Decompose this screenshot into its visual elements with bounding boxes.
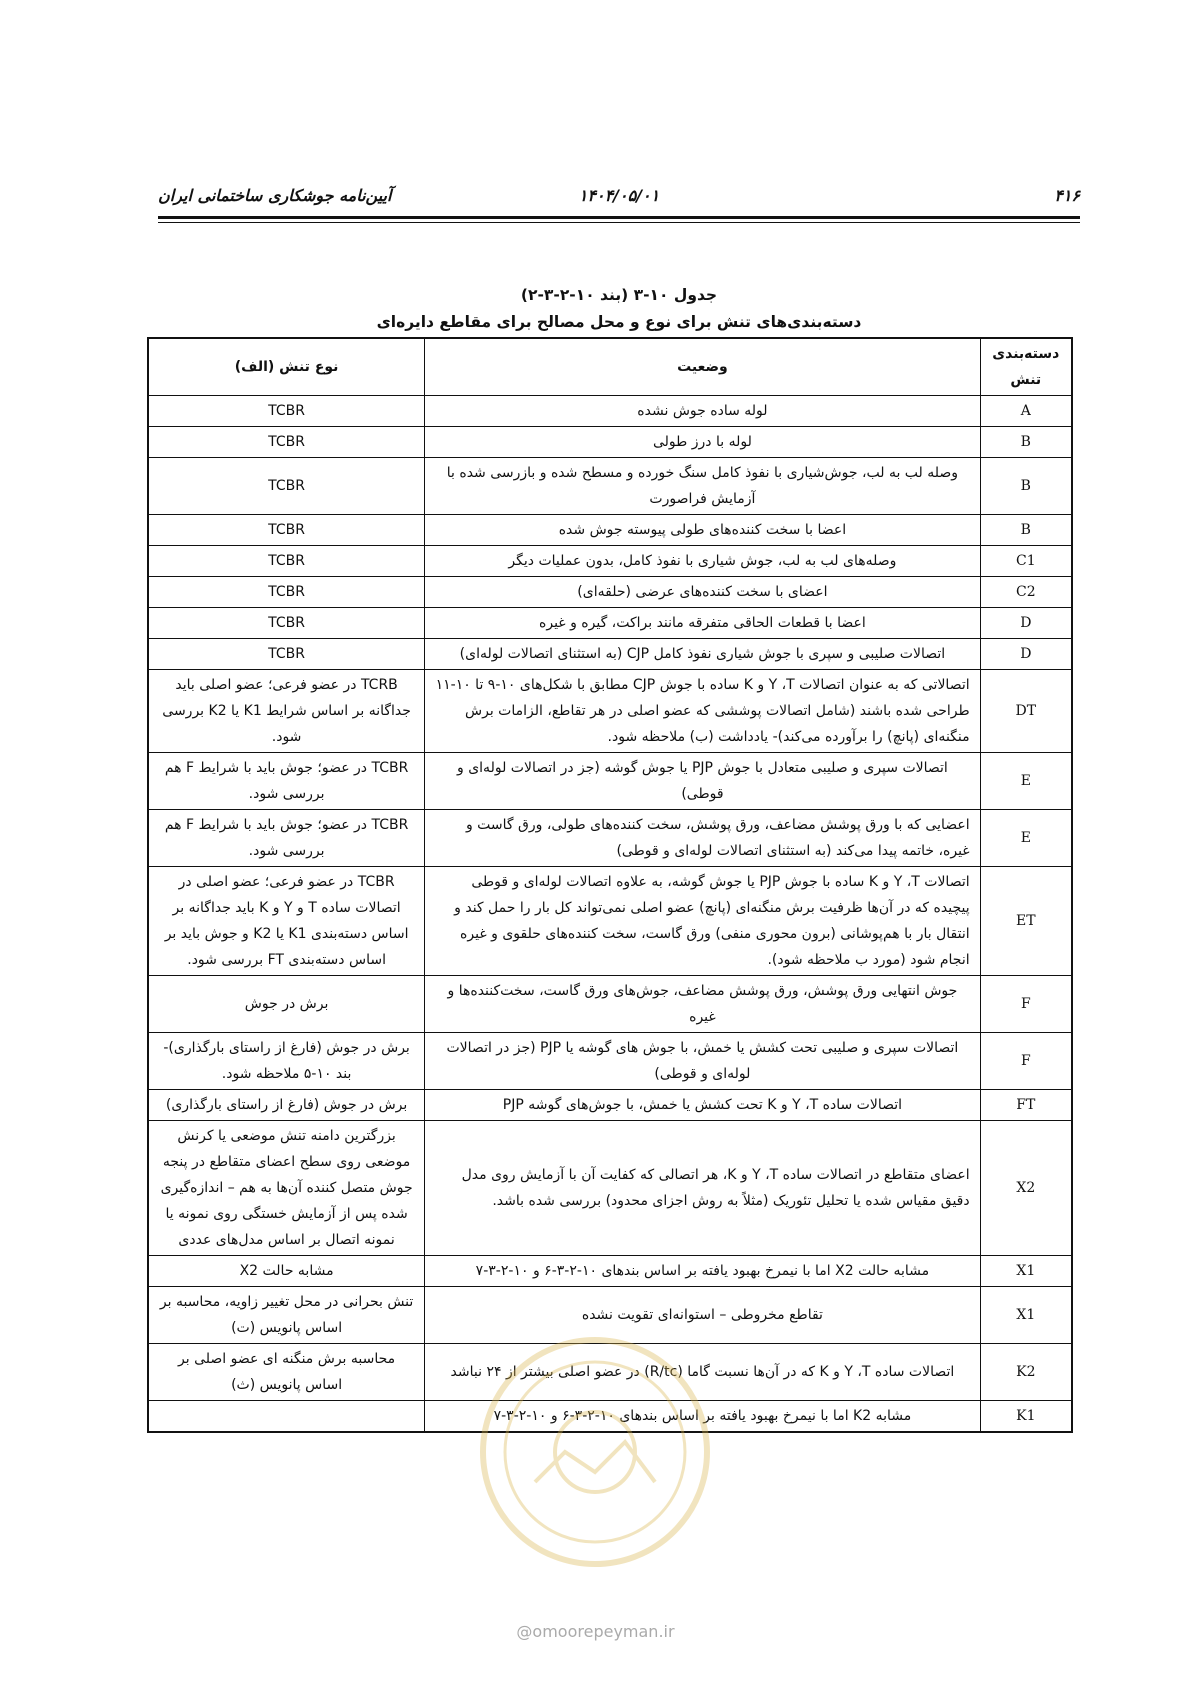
cell-category: K2	[980, 1344, 1072, 1401]
cell-situation: اتصالات ساده Y ،T و K که در آن‌ها نسبت گاما (R/tc) در عضو اصلی بیشتر از ۲۴ نباشد	[425, 1344, 980, 1401]
cell-category: F	[980, 976, 1072, 1033]
cell-situation: مشابه K2 اما با نیمرخ بهبود یافته بر اساس بندهای ۱۰-۲-۳-۶ و ۱۰-۲-۳-۷	[425, 1401, 980, 1433]
cell-category: E	[980, 753, 1072, 810]
cell-stress-type: بزرگترین دامنه تنش موضعی یا کرنش موضعی روی سطح اعضای متقاطع در پنجه جوش متصل کننده آن‌ها به هم – اندازه‌گیری شده پس از آزمایش خستگی روی نمونه یا نمونه اتصال بر اساس مدل‌های عددی	[148, 1121, 425, 1256]
cell-stress-type: TCRB در عضو فرعی؛ عضو اصلی باید جداگانه بر اساس شرایط K1 یا K2 بررسی شود.	[148, 670, 425, 753]
cell-category: DT	[980, 670, 1072, 753]
cell-stress-type: برش در جوش	[148, 976, 425, 1033]
cell-category: E	[980, 810, 1072, 867]
cell-situation: جوش انتهایی ورق پوشش، ورق پوشش مضاعف، جوش‌های ورق گاست، سخت‌کننده‌ها و غیره	[425, 976, 980, 1033]
cell-situation: لوله ساده جوش نشده	[425, 396, 980, 427]
table-row	[148, 1256, 1072, 1287]
cell-stress-type: TCBR	[148, 546, 425, 577]
cell-stress-type: TCBR	[148, 396, 425, 427]
cell-situation: تقاطع مخروطی – استوانه‌ای تقویت نشده	[425, 1287, 980, 1344]
cell-situation: اعضای متقاطع در اتصالات ساده Y ،T و K، هر اتصالی که کفایت آن با آزمایش روی مدل دقیق مقیاس شده یا تحلیل تئوریک (مثلاً به روش اجزای محدود) بررسی شده باشد.	[425, 1121, 980, 1256]
table-row	[148, 396, 1072, 427]
watermark-site: @omoorepeyman.ir	[516, 1622, 675, 1641]
table-row	[148, 577, 1072, 608]
cell-stress-type: TCBR	[148, 515, 425, 546]
cell-situation: اعضایی که با ورق پوشش مضاعف، ورق پوشش، سخت کننده‌های طولی، ورق گاست و غیره، خاتمه پیدا می‌کند (به استثنای اتصالات لوله‌ای و قوطی)	[425, 810, 980, 867]
header-rule-thin	[158, 222, 1080, 223]
caption-line-1: جدول ۱۰-۳ (بند ۱۰-۲-۳-۲)	[520, 286, 718, 304]
cell-situation: اعضای با سخت کننده‌های عرضی (حلقه‌ای)	[425, 577, 980, 608]
cell-stress-type: TCBR	[148, 458, 425, 515]
table-row	[148, 608, 1072, 639]
cell-stress-type: TCBR در عضو؛ جوش باید با شرایط F هم بررسی شود.	[148, 810, 425, 867]
table-row	[148, 546, 1072, 577]
cell-stress-type: محاسبه برش منگنه ای عضو اصلی بر اساس پانویس (ث)	[148, 1344, 425, 1401]
cell-category: ET	[980, 867, 1072, 976]
cell-category: B	[980, 427, 1072, 458]
cell-category: B	[980, 515, 1072, 546]
cell-stress-type: TCBR در عضو فرعی؛ عضو اصلی در اتصالات ساده T و Y و K باید جداگانه بر اساس دسته‌بندی K1 یا K2 و جوش باید بر اساس دسته‌بندی FT بررسی شود.	[148, 867, 425, 976]
cell-category: X2	[980, 1121, 1072, 1256]
book-title: آیین‌نامه جوشکاری ساختمانی ایران	[158, 186, 392, 205]
cell-stress-type: مشابه حالت X2	[148, 1256, 425, 1287]
cell-category: C2	[980, 577, 1072, 608]
table-row	[148, 1121, 1072, 1256]
cell-category: F	[980, 1033, 1072, 1090]
cell-category: D	[980, 639, 1072, 670]
table-row	[148, 670, 1072, 753]
table-row	[148, 1287, 1072, 1344]
table-row	[148, 1033, 1072, 1090]
cell-stress-type: TCBR	[148, 427, 425, 458]
cell-situation: وصله‌های لب به لب، جوش شیاری با نفوذ کامل، بدون عملیات دیگر	[425, 546, 980, 577]
table-row	[148, 976, 1072, 1033]
cell-stress-type: TCBR در عضو؛ جوش باید با شرایط F هم بررسی شود.	[148, 753, 425, 810]
cell-situation: مشابه حالت X2 اما با نیمرخ بهبود یافته بر اساس بندهای ۱۰-۲-۳-۶ و ۱۰-۲-۳-۷	[425, 1256, 980, 1287]
cell-category: FT	[980, 1090, 1072, 1121]
cell-situation: لوله با درز طولی	[425, 427, 980, 458]
table-row	[148, 427, 1072, 458]
table-header-row	[148, 338, 1072, 396]
cell-situation: اتصالات ساده Y ،T و K تحت کشش یا خمش، با جوش‌های گوشه PJP	[425, 1090, 980, 1121]
header-category: دسته‌بندی تنش	[980, 338, 1072, 396]
cell-situation: اعضا با قطعات الحاقی متفرقه مانند براکت، گیره و غیره	[425, 608, 980, 639]
cell-stress-type: TCBR	[148, 639, 425, 670]
cell-stress-type: برش در جوش (فارغ از راستای بارگذاری)- بند ۱۰-۵ ملاحظه شود.	[148, 1033, 425, 1090]
table-row	[148, 867, 1072, 976]
cell-situation: اتصالات Y ،T و K ساده با جوش PJP یا جوش گوشه، به علاوه اتصالات لوله‌ای و قوطی پیچیده که در آن‌ها ظرفیت برش منگنه‌ای (پانچ) عضو اصلی نمی‌تواند کل بار را حمل کند و انتقال بار با هم‌پوشانی (برون محوری منفی) ورق گاست، سخت کننده‌های حلقوی و غیره انجام شود (مورد ب ملاحظه شود).	[425, 867, 980, 976]
cell-stress-type: تنش بحرانی در محل تغییر زاویه، محاسبه بر اساس پانویس (ت)	[148, 1287, 425, 1344]
cell-stress-type: TCBR	[148, 608, 425, 639]
table-row	[148, 810, 1072, 867]
table-row	[148, 1090, 1072, 1121]
cell-category: X1	[980, 1256, 1072, 1287]
caption-line-2: دسته‌بندی‌های تنش برای نوع و محل مصالح برای مقاطع دایره‌ای	[376, 313, 862, 331]
header-situation: وضعیت	[425, 338, 980, 396]
table-row	[148, 515, 1072, 546]
cell-situation: اتصالات صلیبی و سپری با جوش شیاری نفوذ کامل CJP (به استثنای اتصالات لوله‌ای)	[425, 639, 980, 670]
cell-situation: اعضا با سخت کننده‌های طولی پیوسته جوش شده	[425, 515, 980, 546]
cell-category: A	[980, 396, 1072, 427]
cell-category: D	[980, 608, 1072, 639]
table-row	[148, 458, 1072, 515]
cell-category: C1	[980, 546, 1072, 577]
cell-situation: وصله لب به لب، جوش‌شیاری با نفوذ کامل سنگ خورده و مسطح شده و بازرسی شده با آزمایش فراصورت	[425, 458, 980, 515]
table-row	[148, 753, 1072, 810]
table-row	[148, 639, 1072, 670]
cell-situation: اتصالاتی که به عنوان اتصالات Y ،T و K ساده با جوش CJP مطابق با شکل‌های ۱۰-۹ تا ۱۰-۱۱ طراحی شده باشند (شامل اتصالات پوششی که عضو اصلی در هر تقاطع، الزامات برش منگنه‌ای (پانچ) را برآورده می‌کند)- یادداشت (ب) ملاحظه شود.	[425, 670, 980, 753]
header-rule-thick	[158, 216, 1080, 219]
header-date: ۱۴۰۴/۰۵/۰۱	[578, 186, 660, 205]
running-header	[158, 186, 1080, 210]
stress-category-table	[147, 337, 1073, 1433]
cell-stress-type: برش در جوش (فارغ از راستای بارگذاری)	[148, 1090, 425, 1121]
cell-stress-type: TCBR	[148, 577, 425, 608]
cell-situation: اتصالات سپری و صلیبی تحت کشش یا خمش، با جوش های گوشه یا PJP (جز در اتصالات لوله‌ای و قوطی)	[425, 1033, 980, 1090]
cell-situation: اتصالات سپری و صلیبی متعادل با جوش PJP یا جوش گوشه (جز در اتصالات لوله‌ای و قوطی)	[425, 753, 980, 810]
cell-category: K1	[980, 1401, 1072, 1433]
page-number: ۴۱۶	[1054, 186, 1080, 205]
table-row	[148, 1401, 1072, 1433]
cell-category: X1	[980, 1287, 1072, 1344]
table-row	[148, 1344, 1072, 1401]
cell-stress-type	[148, 1401, 425, 1433]
header-stress-type: نوع تنش (الف)	[148, 338, 425, 396]
cell-category: B	[980, 458, 1072, 515]
table-caption	[158, 282, 1080, 336]
